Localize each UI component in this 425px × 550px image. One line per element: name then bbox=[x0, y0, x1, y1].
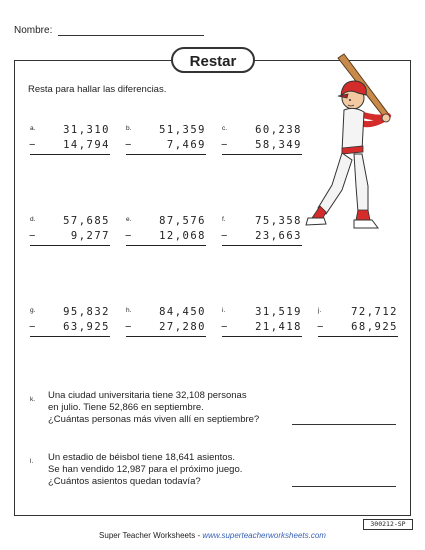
word-problem-line: Se han vendido 12,987 para el próximo juego. bbox=[48, 464, 243, 475]
subtraction-problem bbox=[222, 306, 302, 340]
problem-label: f. bbox=[222, 216, 226, 223]
subtrahend: 63,925 bbox=[63, 321, 110, 333]
minus-sign: − bbox=[221, 321, 228, 333]
subtraction-problem bbox=[318, 306, 398, 340]
minuend: 72,712 bbox=[351, 306, 398, 318]
subtraction-problem bbox=[126, 124, 206, 158]
subtraction-problem bbox=[126, 215, 206, 249]
minus-sign: − bbox=[29, 321, 36, 333]
problem-label: b. bbox=[126, 125, 132, 132]
minuend: 75,358 bbox=[255, 215, 302, 227]
subtraction-problem bbox=[222, 215, 302, 249]
minuend: 60,238 bbox=[255, 124, 302, 136]
answer-bar[interactable] bbox=[30, 336, 110, 337]
subtrahend: 58,349 bbox=[255, 139, 302, 151]
subtrahend: 68,925 bbox=[351, 321, 398, 333]
subtrahend: 12,068 bbox=[159, 230, 206, 242]
word-problem-k bbox=[48, 390, 259, 426]
answer-bar[interactable] bbox=[30, 154, 110, 155]
subtraction-problem bbox=[30, 215, 110, 249]
minus-sign: − bbox=[29, 230, 36, 242]
subtraction-problem bbox=[126, 306, 206, 340]
problem-label: d. bbox=[30, 216, 36, 223]
footer-url[interactable]: www.superteacherworksheets.com bbox=[202, 531, 326, 540]
subtrahend: 23,663 bbox=[255, 230, 302, 242]
minus-sign: − bbox=[125, 321, 132, 333]
minus-sign: − bbox=[317, 321, 324, 333]
minuend: 57,685 bbox=[63, 215, 110, 227]
subtraction-problem bbox=[222, 124, 302, 158]
minus-sign: − bbox=[221, 139, 228, 151]
subtrahend: 9,277 bbox=[70, 230, 110, 242]
word-problem-l bbox=[48, 452, 242, 488]
minus-sign: − bbox=[29, 139, 36, 151]
subtrahend: 7,469 bbox=[166, 139, 206, 151]
minus-sign: − bbox=[125, 230, 132, 242]
name-label: Nombre: bbox=[14, 25, 53, 36]
worksheet-code: 300212-SP bbox=[363, 519, 413, 530]
problem-label: a. bbox=[30, 125, 36, 132]
minuend: 31,519 bbox=[255, 306, 302, 318]
subtrahend: 27,280 bbox=[159, 321, 206, 333]
subtraction-problem bbox=[30, 124, 110, 158]
problem-label: e. bbox=[126, 216, 132, 223]
page-title: Restar bbox=[171, 47, 255, 73]
answer-bar[interactable] bbox=[126, 154, 206, 155]
answer-bar[interactable] bbox=[222, 245, 302, 246]
problem-label: h. bbox=[126, 307, 132, 314]
answer-bar[interactable] bbox=[126, 245, 206, 246]
minus-sign: − bbox=[125, 139, 132, 151]
minuend: 51,359 bbox=[159, 124, 206, 136]
subtraction-problem bbox=[30, 306, 110, 340]
problem-label: c. bbox=[222, 125, 228, 132]
minuend: 87,576 bbox=[159, 215, 206, 227]
minuend: 84,450 bbox=[159, 306, 206, 318]
name-field-line[interactable] bbox=[58, 35, 204, 36]
word-problem-line: ¿Cuántos asientos quedan todavía? bbox=[48, 476, 201, 487]
baseball-player-illustration bbox=[298, 50, 413, 240]
instructions: Resta para hallar las diferencias. bbox=[28, 84, 167, 95]
word-problem-line: ¿Cuántas personas más viven allí en septiembre? bbox=[48, 414, 260, 425]
answer-bar[interactable] bbox=[126, 336, 206, 337]
subtrahend: 21,418 bbox=[255, 321, 302, 333]
minuend: 95,832 bbox=[63, 306, 110, 318]
answer-bar[interactable] bbox=[222, 154, 302, 155]
answer-bar[interactable] bbox=[222, 336, 302, 337]
footer bbox=[0, 531, 425, 540]
word-problem-label: k. bbox=[30, 396, 36, 403]
answer-line-k[interactable] bbox=[292, 424, 396, 425]
word-problem-line: en julio. Tiene 52,866 en septiembre. bbox=[48, 402, 204, 413]
word-problem-line: Un estadio de béisbol tiene 18,641 asientos. bbox=[48, 452, 235, 463]
footer-brand: Super Teacher Worksheets bbox=[99, 531, 196, 540]
word-problem-line: Una ciudad universitaria tiene 32,108 personas bbox=[48, 390, 247, 401]
answer-bar[interactable] bbox=[30, 245, 110, 246]
minuend: 31,310 bbox=[63, 124, 110, 136]
answer-bar[interactable] bbox=[318, 336, 398, 337]
minus-sign: − bbox=[221, 230, 228, 242]
problem-label: g. bbox=[30, 307, 36, 314]
subtrahend: 14,794 bbox=[63, 139, 110, 151]
problem-label: i. bbox=[222, 307, 226, 314]
word-problem-label: l. bbox=[30, 458, 34, 465]
problem-label: j. bbox=[318, 307, 322, 314]
answer-line-l[interactable] bbox=[292, 486, 396, 487]
footer-separator: - bbox=[195, 531, 203, 540]
